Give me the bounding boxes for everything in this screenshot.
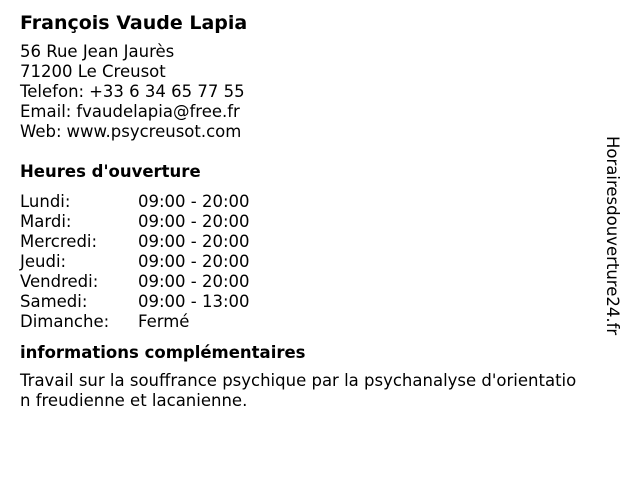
additional-info-heading: informations complémentaires (20, 343, 306, 362)
email-row (20, 102, 600, 122)
phone-number[interactable]: +33 6 34 65 77 55 (89, 82, 245, 101)
business-name: François Vaude Lapia (20, 12, 248, 34)
street-address: 56 Rue Jean Jaurès (20, 42, 175, 61)
day-hours: 09:00 - 20:00 (138, 272, 250, 291)
hours-row-jeudi (20, 252, 250, 272)
day-label: Lundi: (20, 192, 71, 211)
day-hours: Fermé (138, 312, 190, 331)
day-hours: 09:00 - 20:00 (138, 212, 250, 231)
additional-info-text: Travail sur la souffrance psychique par la psychanalyse d'orientation freudienne et lacanienne. (20, 371, 577, 410)
website-link[interactable]: www.psycreusot.com (66, 122, 242, 141)
day-hours: 09:00 - 13:00 (138, 292, 250, 311)
day-label: Samedi: (20, 292, 88, 311)
email-label: Email: (20, 102, 72, 121)
day-label: Jeudi: (20, 252, 67, 271)
site-watermark: Horairesdouverture24.fr (603, 136, 622, 336)
email-address[interactable]: fvaudelapia@free.fr (76, 102, 240, 121)
business-card (20, 10, 600, 411)
city-address: 71200 Le Creusot (20, 62, 166, 81)
hours-row-samedi (20, 292, 250, 312)
day-label: Vendredi: (20, 272, 99, 291)
hours-row-mercredi (20, 232, 250, 252)
hours-row-vendredi (20, 272, 250, 292)
day-hours: 09:00 - 20:00 (138, 232, 250, 251)
web-row (20, 122, 600, 142)
day-label: Dimanche: (20, 312, 110, 331)
day-hours: 09:00 - 20:00 (138, 192, 250, 211)
day-label: Mardi: (20, 212, 72, 231)
hours-row-dimanche (20, 312, 250, 332)
day-label: Mercredi: (20, 232, 98, 251)
opening-hours-table (20, 192, 250, 332)
hours-row-lundi (20, 192, 250, 212)
web-label: Web: (20, 122, 62, 141)
opening-hours-heading: Heures d'ouverture (20, 162, 201, 181)
phone-label: Telefon: (20, 82, 85, 101)
phone-row (20, 82, 600, 102)
hours-row-mardi (20, 212, 250, 232)
day-hours: 09:00 - 20:00 (138, 252, 250, 271)
